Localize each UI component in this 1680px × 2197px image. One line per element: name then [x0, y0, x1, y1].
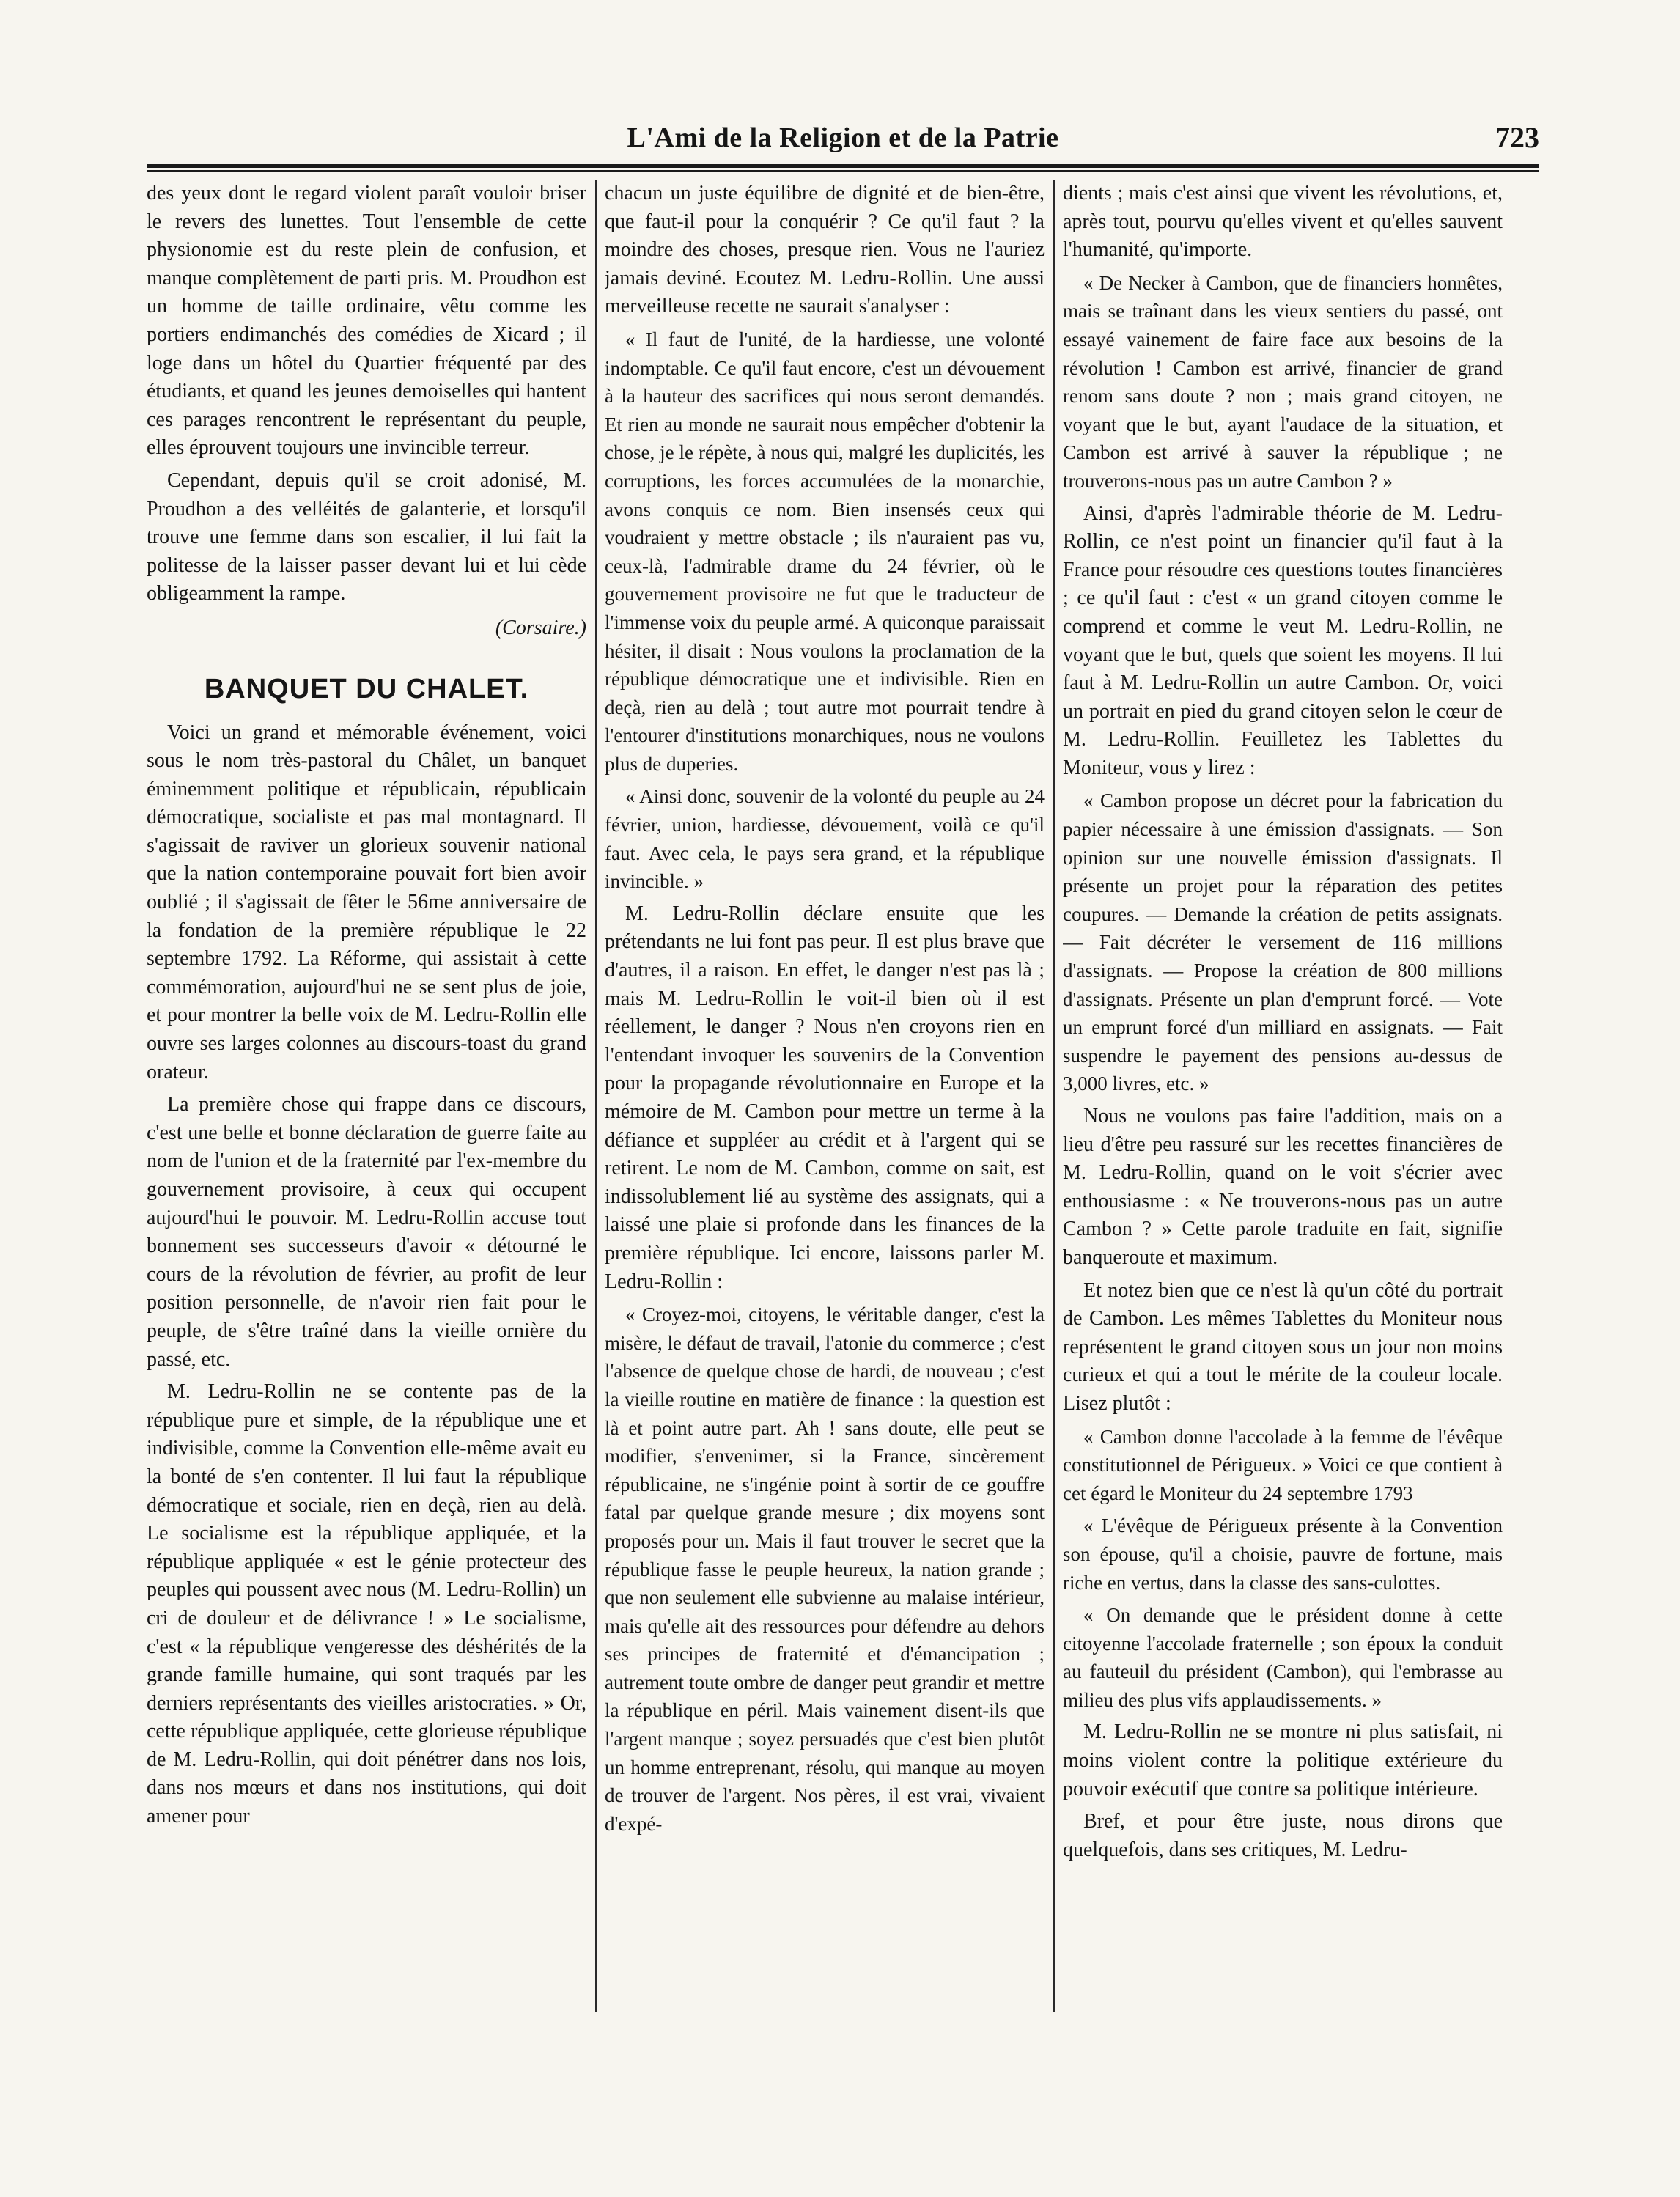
- paragraph: dients ; mais c'est ainsi que vivent les révolutions, et, après tout, pourvu qu'elles vivent et qu'elles sauvent l'humanité, qu'importe.: [1063, 182, 1503, 262]
- page-number: 723: [1495, 121, 1539, 154]
- header-rule-thin: [147, 170, 1539, 172]
- quotation: « On demande que le président donne à cette citoyenne l'accolade fraternelle ; son époux la conduit au fauteuil du président (Cambon), qui l'embrasse au milieu des plus vifs applaudissements. »: [1063, 1604, 1503, 1711]
- paragraph: Ainsi, d'après l'admirable théorie de M. Ledru-Rollin, ce n'est point un financier qu'il faut à la France pour résoudre ces questions toutes financières ; ce qu'il faut : c'est « un grand citoyen comme le comprend et comme le veut M. Ledru-Rollin, ne voyant que le but, quels que soient les moyens. Il lui faut à M. Ledru-Rollin un autre Cambon. Or, voici un portrait en pied du grand citoyen selon le cœur de M. Ledru-Rollin. Feuilletez les Tablettes du Moniteur, vous y lirez :: [1063, 501, 1503, 779]
- column-divider: [595, 180, 597, 2012]
- column-right: [1063, 180, 1503, 2012]
- quotation: « Cambon propose un décret pour la fabrication du papier nécessaire à une émission d'assignats. — Son opinion sur une nouvelle émission d'assignats. Il présente un projet pour la réparation des petites coupures. — Demande la création de petits assignats. — Fait décréter le versement de 116 millions d'assignats. — Propose la création de 800 millions d'assignats. Présente un plan d'emprunt forcé. — Vote un emprunt forcé d'un milliard en assignats. — Fait suspendre le payement des pensions au-dessus de 3,000 livres, etc. »: [1063, 790, 1503, 1095]
- header-rule-thick: [147, 164, 1539, 168]
- paragraph: La première chose qui frappe dans ce discours, c'est une belle et bonne déclaration de guerre faite au nom de l'union et de la fraternité par l'ex-membre du gouvernement provisoire, à ceux qui occupent aujourd'hui le pouvoir. M. Ledru-Rollin accuse tout bonnement ses successeurs d'avoir « détourné le cours de la révolution de février, au profit de leur position personnelle, de n'avoir rien fait pour le peuple, de s'être traîné dans la vieille ornière du passé, etc.: [147, 1093, 586, 1371]
- quotation: « Ainsi donc, souvenir de la volonté du peuple au 24 février, union, hardiesse, dévouement, voilà ce qu'il faut. Avec cela, le pays sera grand, et la république invincible. »: [605, 785, 1045, 893]
- quotation: « Cambon donne l'accolade à la femme de l'évêque constitutionnel de Périgueux. » Voici ce que contient à cet égard le Moniteur du 24 septembre 1793: [1063, 1425, 1503, 1504]
- quotation: « De Necker à Cambon, que de financiers honnêtes, mais se traînant dans les vieux sentiers du passé, ont essayé vainement de faire face aux besoins de la révolution ! Cambon est arrivé, financier de grand renom sans doute ? non ; mais grand citoyen, ne voyant que le but, ayant l'audace de la situation, et Cambon est arrivé à sauver la république ; ne trouverons-nous pas un autre Cambon ? »: [1063, 271, 1503, 492]
- paragraph: Bref, et pour être juste, nous dirons que quelquefois, dans ses critiques, M. Ledru-: [1063, 1810, 1503, 1861]
- column-middle: [605, 180, 1045, 2012]
- paragraph: Et notez bien que ce n'est là qu'un côté du portrait de Cambon. Les mêmes Tablettes du Moniteur nous représentent le grand citoyen sous un jour non moins curieux et qui a tout le mérite de la couleur locale. Lisez plutôt :: [1063, 1278, 1503, 1415]
- paragraph: M. Ledru-Rollin déclare ensuite que les prétendants ne lui font pas peur. Il est plus brave que d'autres, il a raison. En effet, le danger n'est pas là ; mais M. Ledru-Rollin le voit-il bien où il est réellement, le danger ? Nous n'en croyons rien en l'entendant invoquer les souvenirs de la Convention pour la propagande révolutionnaire en Europe et la mémoire de M. Cambon pour mettre un terme à la défiance et suppléer au crédit et à l'argent qui se retirent. Le nom de M. Cambon, comme on sait, est indissolublement lié au système des assignats, qui a laissé une plaie si profonde dans les finances de la première république. Ici encore, laissons parler M. Ledru-Rollin :: [605, 902, 1045, 1293]
- running-title: L'Ami de la Religion et de la Patrie: [627, 122, 1059, 153]
- source-attribution: (Corsaire.): [495, 616, 586, 639]
- quotation: « Il faut de l'unité, de la hardiesse, une volonté indomptable. Ce qu'il faut encore, c'est un dévouement à la hauteur des sacrifices qui nous seront demandés. Et rien au monde ne saurait nous empêcher d'obtenir la chose, je le répète, à nous qui, malgré les duplicités, les corruptions, les forces accumulées de la monarchie, avons conquis ce nom. Bien insensés ceux qui voudraient y mettre obstacle ; ils n'auraient pas vu, ceux-là, l'admirable drame du 24 février, où le gouvernement provisoire ne fut que le traducteur de l'immense voix du peuple armé. A quiconque paraissait hésiter, il disait : Nous voulons la proclamation de la république démocratique une et indivisible. Rien en deçà, rien au delà ; tout autre mot pourrait tendre à l'entourer d'institutions monarchiques, nous ne voulons plus de duperies.: [605, 328, 1045, 775]
- paragraph: M. Ledru-Rollin ne se contente pas de la république pure et simple, de la république une et indivisible, comme la Convention elle-même avait eu la bonté de s'en contenter. Il lui faut la république démocratique et sociale, rien en deçà, rien au delà. Le socialisme est la république appliquée, et la république appliquée « est le génie protecteur des peuples qui poussent avec nous (M. Ledru-Rollin) un cri de douleur et de délivrance ! » Le socialisme, c'est « la république vengeresse des déshérités de la grande famille humaine, qui sont traqués par les derniers représentants des vieilles aristocraties. » Or, cette république appliquée, cette glorieuse république de M. Ledru-Rollin, qui doit pénétrer dans nos lois, dans nos mœurs et dans nos institutions, qui doit amener pour: [147, 1380, 586, 1828]
- paragraph: Nous ne voulons pas faire l'addition, mais on a lieu d'être peu rassuré sur les recettes financières de M. Ledru-Rollin, quand on le voit s'écrier avec enthousiasme : « Ne trouverons-nous pas un autre Cambon ? » Cette parole traduite en fait, signifie banqueroute et maximum.: [1063, 1105, 1503, 1269]
- quotation: « L'évêque de Périgueux présente à la Convention son épouse, qu'il a choisie, pauvre de fortune, mais riche en vertus, dans la classe des sans-culottes.: [1063, 1515, 1503, 1594]
- column-divider: [1053, 180, 1055, 2012]
- section-heading: BANQUET DU CHALET.: [204, 673, 529, 704]
- paragraph: Cependant, depuis qu'il se croit adonisé, M. Proudhon a des velléités de galanterie, et lorsqu'il trouve une femme dans son escalier, il lui fait la politesse de la laisser passer devant lui et lui cède obligeamment la rampe.: [147, 468, 586, 606]
- quotation: « Croyez-moi, citoyens, le véritable danger, c'est la misère, le défaut de travail, l'atonie du commerce ; c'est l'absence de quelque chose de hardi, de nouveau ; c'est la vieille routine en matière de finance : la question est là et point autre part. Ah ! sans doute, elle peut se modifier, s'envenimer, si la France, sincèrement républicaine, ne s'ingénie point à sortir de ce gouffre fatal par quelque grande mesure ; dix moyens sont proposés pour un. Mais il faut trouver le secret que la république fasse le peuple heureux, la nation grande ; que non seulement elle subvienne au malaise intérieur, mais qu'elle ait des ressources pour défendre au dehors ses principes de fraternité et d'émancipation ; autrement toute ombre de danger peut grandir et mettre la république en péril. Mais vainement disent-ils que l'argent manque ; soyez persuadés que c'est bien plutôt un homme entreprenant, résolu, qui manque au moyen de trouver de l'argent. Nos pères, il est vrai, vivaient d'expé-: [605, 1303, 1045, 1835]
- paragraph: Voici un grand et mémorable événement, voici sous le nom très-pastoral du Châlet, un banquet éminemment politique et républicain, républicain démocratique, socialiste et pas mal montagnard. Il s'agissait de raviver un glorieux souvenir national que la nation contemporaine pouvait fort bien avoir oublié ; il s'agissait de fêter le 56me anniversaire de la fondation de la première république le 22 septembre 1792. La Réforme, qui assistait à cette commémoration, aujourd'hui ne se sent plus de joie, et pour montrer la belle voix de M. Ledru-Rollin elle ouvre ses larges colonnes au discours-toast du grand orateur.: [147, 721, 586, 1083]
- page-header: [147, 117, 1539, 169]
- paragraph: M. Ledru-Rollin ne se montre ni plus satisfait, ni moins violent contre la politique extérieure du pouvoir exécutif que contre sa politique intérieure.: [1063, 1721, 1503, 1800]
- paragraph: chacun un juste équilibre de dignité et de bien-être, que faut-il pour la conquérir ? Ce qu'il faut ? la moindre des choses, presque rien. Vous ne l'auriez jamais deviné. Ecoutez M. Ledru-Rollin. Une aussi merveilleuse recette ne saurait s'analyser :: [605, 182, 1045, 318]
- column-left: [147, 180, 586, 2012]
- paragraph: des yeux dont le regard violent paraît vouloir briser le revers des lunettes. Tout l'ensemble de cette physionomie est du reste plein de confusion, et manque complètement de parti pris. M. Proudhon est un homme de taille ordinaire, vêtu comme les portiers endimanchés des comédies de Xicard ; il loge dans un hôtel du Quartier fréquenté par des étudiants, et quand les jeunes demoiselles qui hantent ces parages rencontrent le représentant du peuple, elles éprouvent toujours une invincible terreur.: [147, 182, 586, 460]
